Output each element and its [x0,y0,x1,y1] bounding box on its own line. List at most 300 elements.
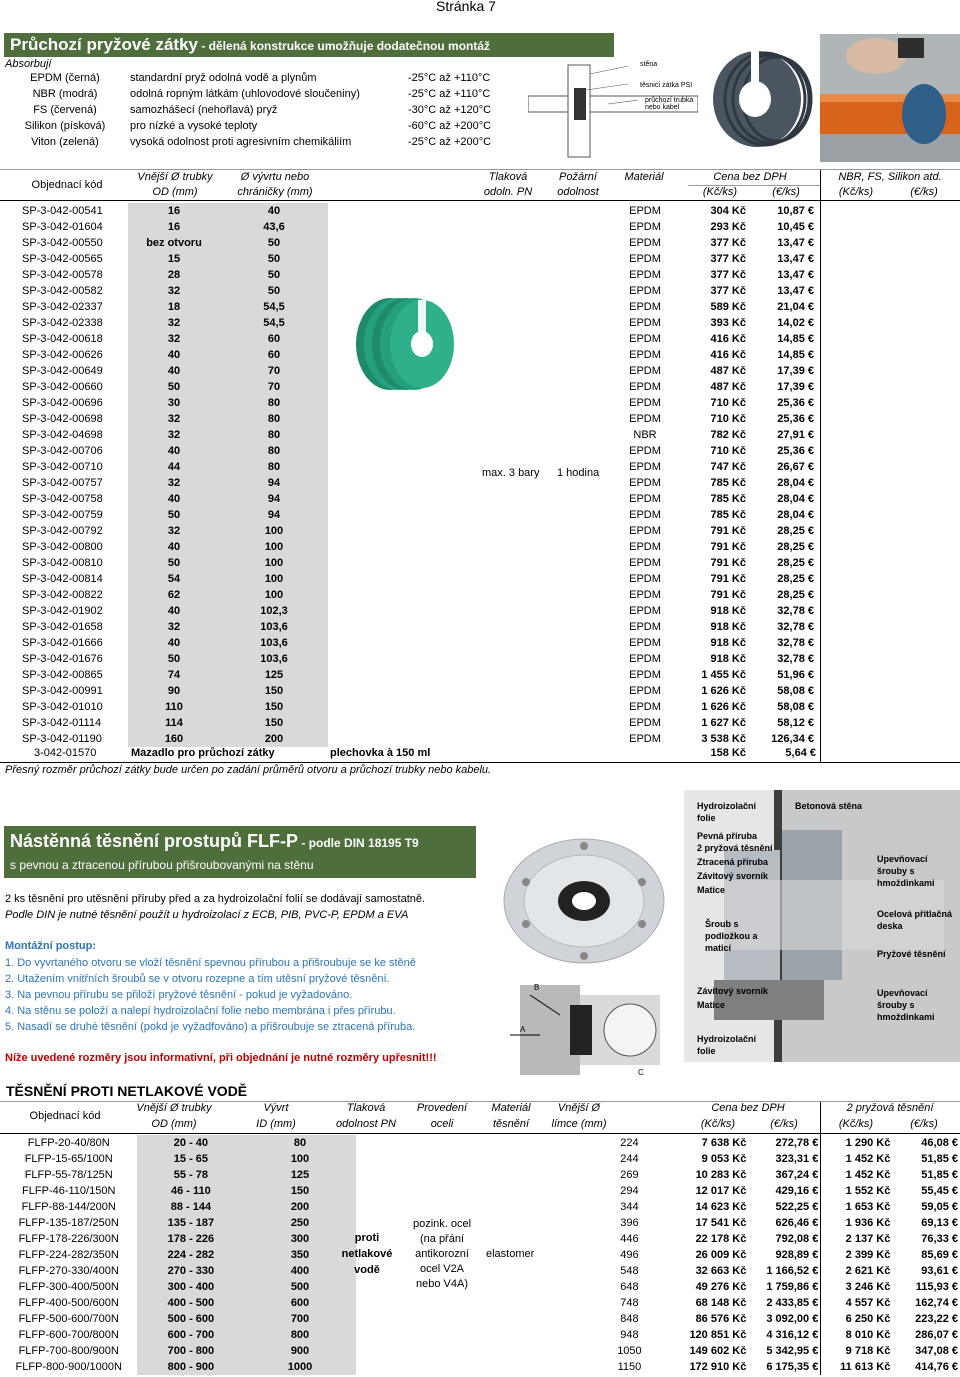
diagram-letter-a: A [520,1025,526,1034]
material-name: NBR (modrá) [32,88,98,100]
order-code: SP-3-042-01666 [22,637,103,649]
material: EPDM [629,221,661,233]
price-kc: 49 276 Kč [695,1281,747,1293]
material: EPDM [629,541,661,553]
seal-price-kc: 1 452 Kč [845,1169,891,1181]
order-code: SP-3-042-00822 [22,589,103,601]
seal-price-eur: 69,13 € [921,1217,958,1229]
mazadlo-pack: plechovka à 150 ml [330,747,431,759]
price-eur: 14,85 € [777,349,814,361]
price-eur: 1 759,86 € [766,1281,819,1293]
pn-line: netlakové [341,1248,393,1260]
t2-divider [820,1102,821,1375]
seal-price-kc: 2 621 Kč [845,1265,891,1277]
price-kc: 918 Kč [710,637,746,649]
price-kc: 86 576 Kč [695,1313,747,1325]
outer-diameter: 32 [128,411,220,427]
price-eur: 17,39 € [777,381,814,393]
table-row [0,283,960,299]
material-desc: pro nízké a vysoké teploty [130,120,258,132]
diagram-letter-b: B [534,983,540,992]
seal-price-eur: 46,08 € [921,1137,958,1149]
bore-diameter: 100 [244,1151,355,1167]
seal-price-eur: 76,33 € [921,1233,958,1245]
price-eur: 626,46 € [775,1217,819,1229]
collar-diameter: 648 [620,1281,639,1293]
order-code: SP-3-042-01604 [22,221,103,233]
price-kc: 172 910 Kč [689,1361,747,1373]
material-desc: odolná ropným látkám (uhlovodové sloučeniny) [130,88,360,100]
seal-price-kc: 8 010 Kč [845,1329,891,1341]
col-tlak-1: Tlaková [488,171,528,183]
order-code: FLFP-270-330/400N [18,1265,119,1277]
price-eur: 32,78 € [777,621,814,633]
price-eur: 13,47 € [777,253,814,265]
section2-title-main: Nástěnná těsnění prostupů FLF-P [10,831,299,851]
pressure-value: max. 3 bary [482,467,540,479]
t2-col-cena-eur: (€/ks) [770,1118,798,1130]
outer-diameter: 700 - 800 [137,1343,244,1359]
outer-diameter: 54 [128,571,220,587]
price-eur: 17,39 € [777,365,814,377]
col-cena-kc: (Kč/ks) [702,186,738,198]
price-kc: 68 148 Kč [695,1297,747,1309]
t2-col-id-2: ID (mm) [256,1118,296,1130]
material: EPDM [629,669,661,681]
seal-price-eur: 55,45 € [921,1185,958,1197]
section2-warning: Níže uvedené rozměry jsou informativní, při objednání je nutné rozměry upřesnit!!! [5,1052,437,1064]
prov-line: nebo V4A) [416,1278,468,1290]
section1-title-sub: - dělená konstrukce umožňuje dodatečnou montáž [198,39,491,53]
bore-diameter: 70 [220,379,328,395]
material: EPDM [629,445,661,457]
diagram-label: Hydroizolační folie [697,1034,757,1056]
outer-diameter: 160 [128,731,220,747]
bore-diameter: 94 [220,507,328,523]
material-name: FS (červená) [33,104,97,116]
t2-col-ts-kc: (Kč/ks) [838,1118,874,1130]
order-code: SP-3-042-00565 [22,253,103,265]
table-row [0,651,960,667]
outer-diameter: 28 [128,267,220,283]
diagram-letter-c: C [638,1068,644,1077]
outer-diameter: 800 - 900 [137,1359,244,1375]
outer-diameter: bez otvoru [128,235,220,251]
price-eur: 26,67 € [777,461,814,473]
table-row [0,1359,960,1375]
table-row [0,1151,960,1167]
order-code: FLFP-135-187/250N [18,1217,119,1229]
table-row [0,363,960,379]
postup-step: 3. Na pevnou přírubu se přiloží pryžové těsnění - pokud je vyžadováno. [5,989,353,1001]
collar-diameter: 446 [620,1233,639,1245]
col-code: Objednací kód [31,179,103,191]
table-row [0,235,960,251]
seal-price-kc: 6 250 Kč [845,1313,891,1325]
price-eur: 126,34 € [771,733,814,745]
table-row [0,1279,960,1295]
outer-diameter: 50 [128,555,220,571]
table-row [0,1167,960,1183]
outer-diameter: 16 [128,203,220,219]
table-row [0,1327,960,1343]
seal-price-kc: 1 552 Kč [845,1185,891,1197]
table-row [0,1343,960,1359]
price-eur: 10,87 € [777,205,814,217]
prov-line: ocel V2A [419,1263,465,1275]
material: EPDM [629,397,661,409]
bore-diameter: 40 [220,203,328,219]
price-eur: 28,25 € [777,541,814,553]
material: EPDM [629,365,661,377]
bore-diameter: 100 [220,539,328,555]
order-code: SP-3-042-00649 [22,365,103,377]
outer-diameter: 270 - 330 [137,1263,244,1279]
material: EPDM [629,589,661,601]
outer-diameter: 500 - 600 [137,1311,244,1327]
t2-col-pn-1: Tlaková [346,1102,386,1114]
seal-price-eur: 51,85 € [921,1169,958,1181]
table-row [0,539,960,555]
outer-diameter: 15 [128,251,220,267]
outer-diameter: 40 [128,635,220,651]
table-row [0,1183,960,1199]
material: EPDM [629,285,661,297]
material: NBR [633,429,657,441]
order-code: SP-3-042-00660 [22,381,103,393]
price-eur: 522,25 € [775,1201,819,1213]
t2-col-pn-2: odolnost PN [336,1118,396,1130]
seal-price-eur: 347,08 € [915,1345,958,1357]
outer-diameter: 300 - 400 [137,1279,244,1295]
price-eur: 28,25 € [777,589,814,601]
price-kc: 22 178 Kč [695,1233,747,1245]
material-temp: -30°C až +120°C [408,104,492,116]
seal-price-kc: 1 290 Kč [845,1137,891,1149]
bore-diameter: 100 [220,523,328,539]
order-code: SP-3-042-00710 [22,461,103,473]
price-kc: 32 663 Kč [695,1265,747,1277]
price-eur: 13,47 € [777,269,814,281]
mazadlo-eur: 5,64 € [785,747,816,759]
bore-diameter: 250 [244,1215,355,1231]
col-pozar-1: Požární [559,171,597,183]
outer-diameter: 110 [128,699,220,715]
price-eur: 5 342,95 € [766,1345,819,1357]
col-od-1: Vnější Ø trubky [137,171,213,183]
bore-diameter: 125 [244,1167,355,1183]
header-rule [0,200,960,201]
seal-price-kc: 2 399 Kč [845,1249,891,1261]
price-eur: 58,08 € [777,701,814,713]
t2-col-prov-2: oceli [430,1118,454,1130]
order-code: FLFP-300-400/500N [18,1281,119,1293]
table-row [0,731,960,747]
order-code: SP-3-042-00758 [22,493,103,505]
bore-diameter: 50 [220,283,328,299]
seal-price-kc: 1 936 Kč [845,1217,891,1229]
flange-photo [496,832,676,970]
bore-diameter: 103,6 [220,619,328,635]
table-row [0,491,960,507]
diagram-label: Upevňovací šrouby s hmoždinkami [877,854,935,888]
cross-section-diagram [500,975,675,1085]
seal-price-kc: 1 452 Kč [845,1153,891,1165]
postup-step: 2. Utažením vnitřních šroubů se v otvoru rozepne a tím utěsní pryžové těsnění. [5,973,390,985]
order-code: FLFP-600-700/800N [18,1329,119,1341]
bore-diameter: 200 [220,731,328,747]
material: EPDM [629,493,661,505]
outer-diameter: 74 [128,667,220,683]
order-code: SP-3-042-01902 [22,605,103,617]
order-code: SP-3-042-00582 [22,285,103,297]
split-plug-photo [707,36,814,162]
order-code: SP-3-042-00541 [22,205,103,217]
collar-diameter: 748 [620,1297,639,1309]
section2-title-din: - podle DIN 18195 T9 [298,836,419,850]
header-top-rule [0,169,960,170]
bore-diameter: 150 [220,699,328,715]
t2-col-code: Objednací kód [29,1110,101,1122]
price-eur: 13,47 € [777,237,814,249]
price-kc: 710 Kč [710,397,746,409]
table-row [0,699,960,715]
price-eur: 272,78 € [775,1137,819,1149]
price-kc: 14 623 Kč [695,1201,747,1213]
order-code: FLFP-178-226/300N [18,1233,119,1245]
price-kc: 304 Kč [710,205,746,217]
bore-diameter: 103,6 [220,635,328,651]
price-kc: 12 017 Kč [695,1185,747,1197]
price-eur: 25,36 € [777,397,814,409]
price-eur: 58,12 € [777,717,814,729]
t2-col-lim-1: Vnější Ø [557,1102,601,1114]
page-number: Stránka 7 [436,0,496,14]
bore-diameter: 54,5 [220,299,328,315]
table-row [0,587,960,603]
outer-diameter: 30 [128,395,220,411]
bore-diameter: 150 [220,683,328,699]
prov-line: pozink. ocel [412,1218,472,1230]
collar-diameter: 294 [620,1185,639,1197]
outer-diameter: 32 [128,523,220,539]
material-row [0,136,560,152]
bore-diameter: 102,3 [220,603,328,619]
material-name: EPDM (černá) [30,72,100,84]
price-kc: 791 Kč [710,525,746,537]
price-eur: 13,47 € [777,285,814,297]
table-row [0,619,960,635]
material: EPDM [629,333,661,345]
bore-diameter: 200 [244,1199,355,1215]
order-code: SP-3-042-00550 [22,237,103,249]
table-row [0,203,960,219]
table-row [0,411,960,427]
material: EPDM [629,413,661,425]
outer-diameter: 40 [128,363,220,379]
table-row [0,555,960,571]
order-code: FLFP-700-800/900N [18,1345,119,1357]
order-code: SP-3-042-00757 [22,477,103,489]
bore-diameter: 900 [244,1343,355,1359]
bore-diameter: 50 [220,267,328,283]
seal-price-eur: 286,07 € [915,1329,958,1341]
cena-rule [688,185,820,186]
order-code: FLFP-500-600/700N [18,1313,119,1325]
t2-top-rule [0,1101,960,1102]
material: EPDM [629,301,661,313]
price-kc: 791 Kč [710,541,746,553]
order-code: SP-3-042-00626 [22,349,103,361]
seal-price-kc: 4 557 Kč [845,1297,891,1309]
price-kc: 10 283 Kč [695,1169,747,1181]
price-kc: 26 009 Kč [695,1249,747,1261]
material-desc: standardní pryž odolná vodě a plynům [130,72,317,84]
t2-col-ts-eur: (€/ks) [910,1118,938,1130]
bore-diameter: 50 [220,251,328,267]
collar-diameter: 396 [620,1217,639,1229]
bore-diameter: 54,5 [220,315,328,331]
material: EPDM [629,461,661,473]
seal-price-eur: 223,22 € [915,1313,958,1325]
material: EPDM [629,205,661,217]
price-eur: 25,36 € [777,445,814,457]
table-row [0,379,960,395]
outer-diameter: 600 - 700 [137,1327,244,1343]
outer-diameter: 50 [128,651,220,667]
material: EPDM [629,717,661,729]
outer-diameter: 15 - 65 [137,1151,244,1167]
order-code: FLFP-800-900/1000N [15,1361,122,1373]
table-row [0,299,960,315]
outer-diameter: 114 [128,715,220,731]
diagram-label: Hydroizolační folie [697,801,757,823]
price-kc: 377 Kč [710,285,746,297]
pn-line: vodě [354,1264,380,1276]
prov-line: antikorozní [415,1248,469,1260]
order-code: SP-3-042-00696 [22,397,103,409]
mazadlo-code: 3-042-01570 [34,747,97,759]
diagram-label: Pevná příruba [697,831,758,841]
diagram-label: Betonová stěna [795,801,863,811]
bore-diameter: 80 [220,427,328,443]
diagram-label-trubka: průchozí trubka nebo kabel [645,97,694,111]
material-name: Viton (zelená) [31,136,99,148]
price-eur: 32,78 € [777,605,814,617]
material: EPDM [629,557,661,569]
outer-diameter: 40 [128,347,220,363]
table-row [0,1247,960,1263]
bore-diameter: 103,6 [220,651,328,667]
outer-diameter: 40 [128,491,220,507]
col-material: Materiál [624,171,664,183]
price-eur: 28,04 € [777,509,814,521]
price-eur: 10,45 € [777,221,814,233]
price-kc: 120 851 Kč [689,1329,747,1341]
bore-diameter: 60 [220,347,328,363]
outer-diameter: 90 [128,683,220,699]
price-eur: 51,96 € [777,669,814,681]
zatky-table [0,203,960,747]
order-code: SP-3-042-00618 [22,333,103,345]
collar-diameter: 344 [620,1201,639,1213]
material: EPDM [629,621,661,633]
price-kc: 785 Kč [710,477,746,489]
t2-col-lim-2: límce (mm) [551,1118,607,1130]
material-row [0,88,560,104]
seal-price-kc: 3 246 Kč [845,1281,891,1293]
material: EPDM [629,509,661,521]
material: EPDM [629,573,661,585]
order-code: SP-3-042-01010 [22,701,103,713]
order-code: SP-3-042-00792 [22,525,103,537]
diagram-label: Ocelová přítlačná deska [877,909,953,931]
table-row [0,603,960,619]
bore-diameter: 80 [220,443,328,459]
outer-diameter: 224 - 282 [137,1247,244,1263]
section2-title [4,826,476,878]
price-eur: 25,36 € [777,413,814,425]
outer-diameter: 135 - 187 [137,1215,244,1231]
price-eur: 792,08 € [775,1233,819,1245]
price-kc: 9 053 Kč [701,1153,747,1165]
price-kc: 416 Kč [710,349,746,361]
postup-step: 5. Nasadí se druhé těsnění (pokd je vyžadfováno) a přišroubuje se ztracená příruba. [5,1021,416,1033]
installation-photo [820,34,960,162]
bore-diameter: 80 [244,1135,355,1151]
order-code: SP-3-042-01658 [22,621,103,633]
fire-value: 1 hodina [557,467,600,479]
material-desc: samozhášecí (nehořlavá) pryž [130,104,278,116]
section1-footnote: Přesný rozměr průchozí zátky bude určen po zadání průměrů otvoru a průchozí trubky nebo kabelu. [5,764,492,776]
outer-diameter: 40 [128,603,220,619]
bore-diameter: 80 [220,411,328,427]
price-eur: 4 316,12 € [766,1329,819,1341]
price-kc: 416 Kč [710,333,746,345]
price-eur: 14,02 € [777,317,814,329]
outer-diameter: 40 [128,443,220,459]
outer-diameter: 88 - 144 [137,1199,244,1215]
order-code: SP-3-042-00991 [22,685,103,697]
mazadlo-rule [0,762,960,763]
order-code: FLFP-224-282/350N [18,1249,119,1261]
price-kc: 487 Kč [710,381,746,393]
order-code: SP-3-042-00865 [22,669,103,681]
order-code: SP-3-042-00810 [22,557,103,569]
price-kc: 747 Kč [710,461,746,473]
bore-diameter: 80 [220,459,328,475]
t2-col-od-2: OD (mm) [151,1118,197,1130]
pn-line: proti [354,1232,380,1244]
order-code: SP-3-042-02338 [22,317,103,329]
diagram-label: 2 pryžová těsnění [697,843,773,853]
price-kc: 3 538 Kč [701,733,746,745]
bore-diameter: 150 [244,1183,355,1199]
price-kc: 782 Kč [710,429,746,441]
seal-price-kc: 1 653 Kč [845,1201,891,1213]
order-code: FLFP-88-144/200N [21,1201,116,1213]
price-eur: 323,31 € [775,1153,819,1165]
green-plug-photo [352,290,458,396]
table2-title: TĚSNĚNÍ PROTI NETLAKOVÉ VODĚ [6,1083,248,1099]
order-code: FLFP-55-78/125N [24,1169,113,1181]
col-nbr: NBR, FS, Silikon atd. [838,171,942,183]
collar-diameter: 848 [620,1313,639,1325]
order-code: SP-3-042-02337 [22,301,103,313]
t2-col-cena: Cena bez DPH [711,1102,785,1114]
outer-diameter: 18 [128,299,220,315]
bore-diameter: 400 [244,1263,355,1279]
